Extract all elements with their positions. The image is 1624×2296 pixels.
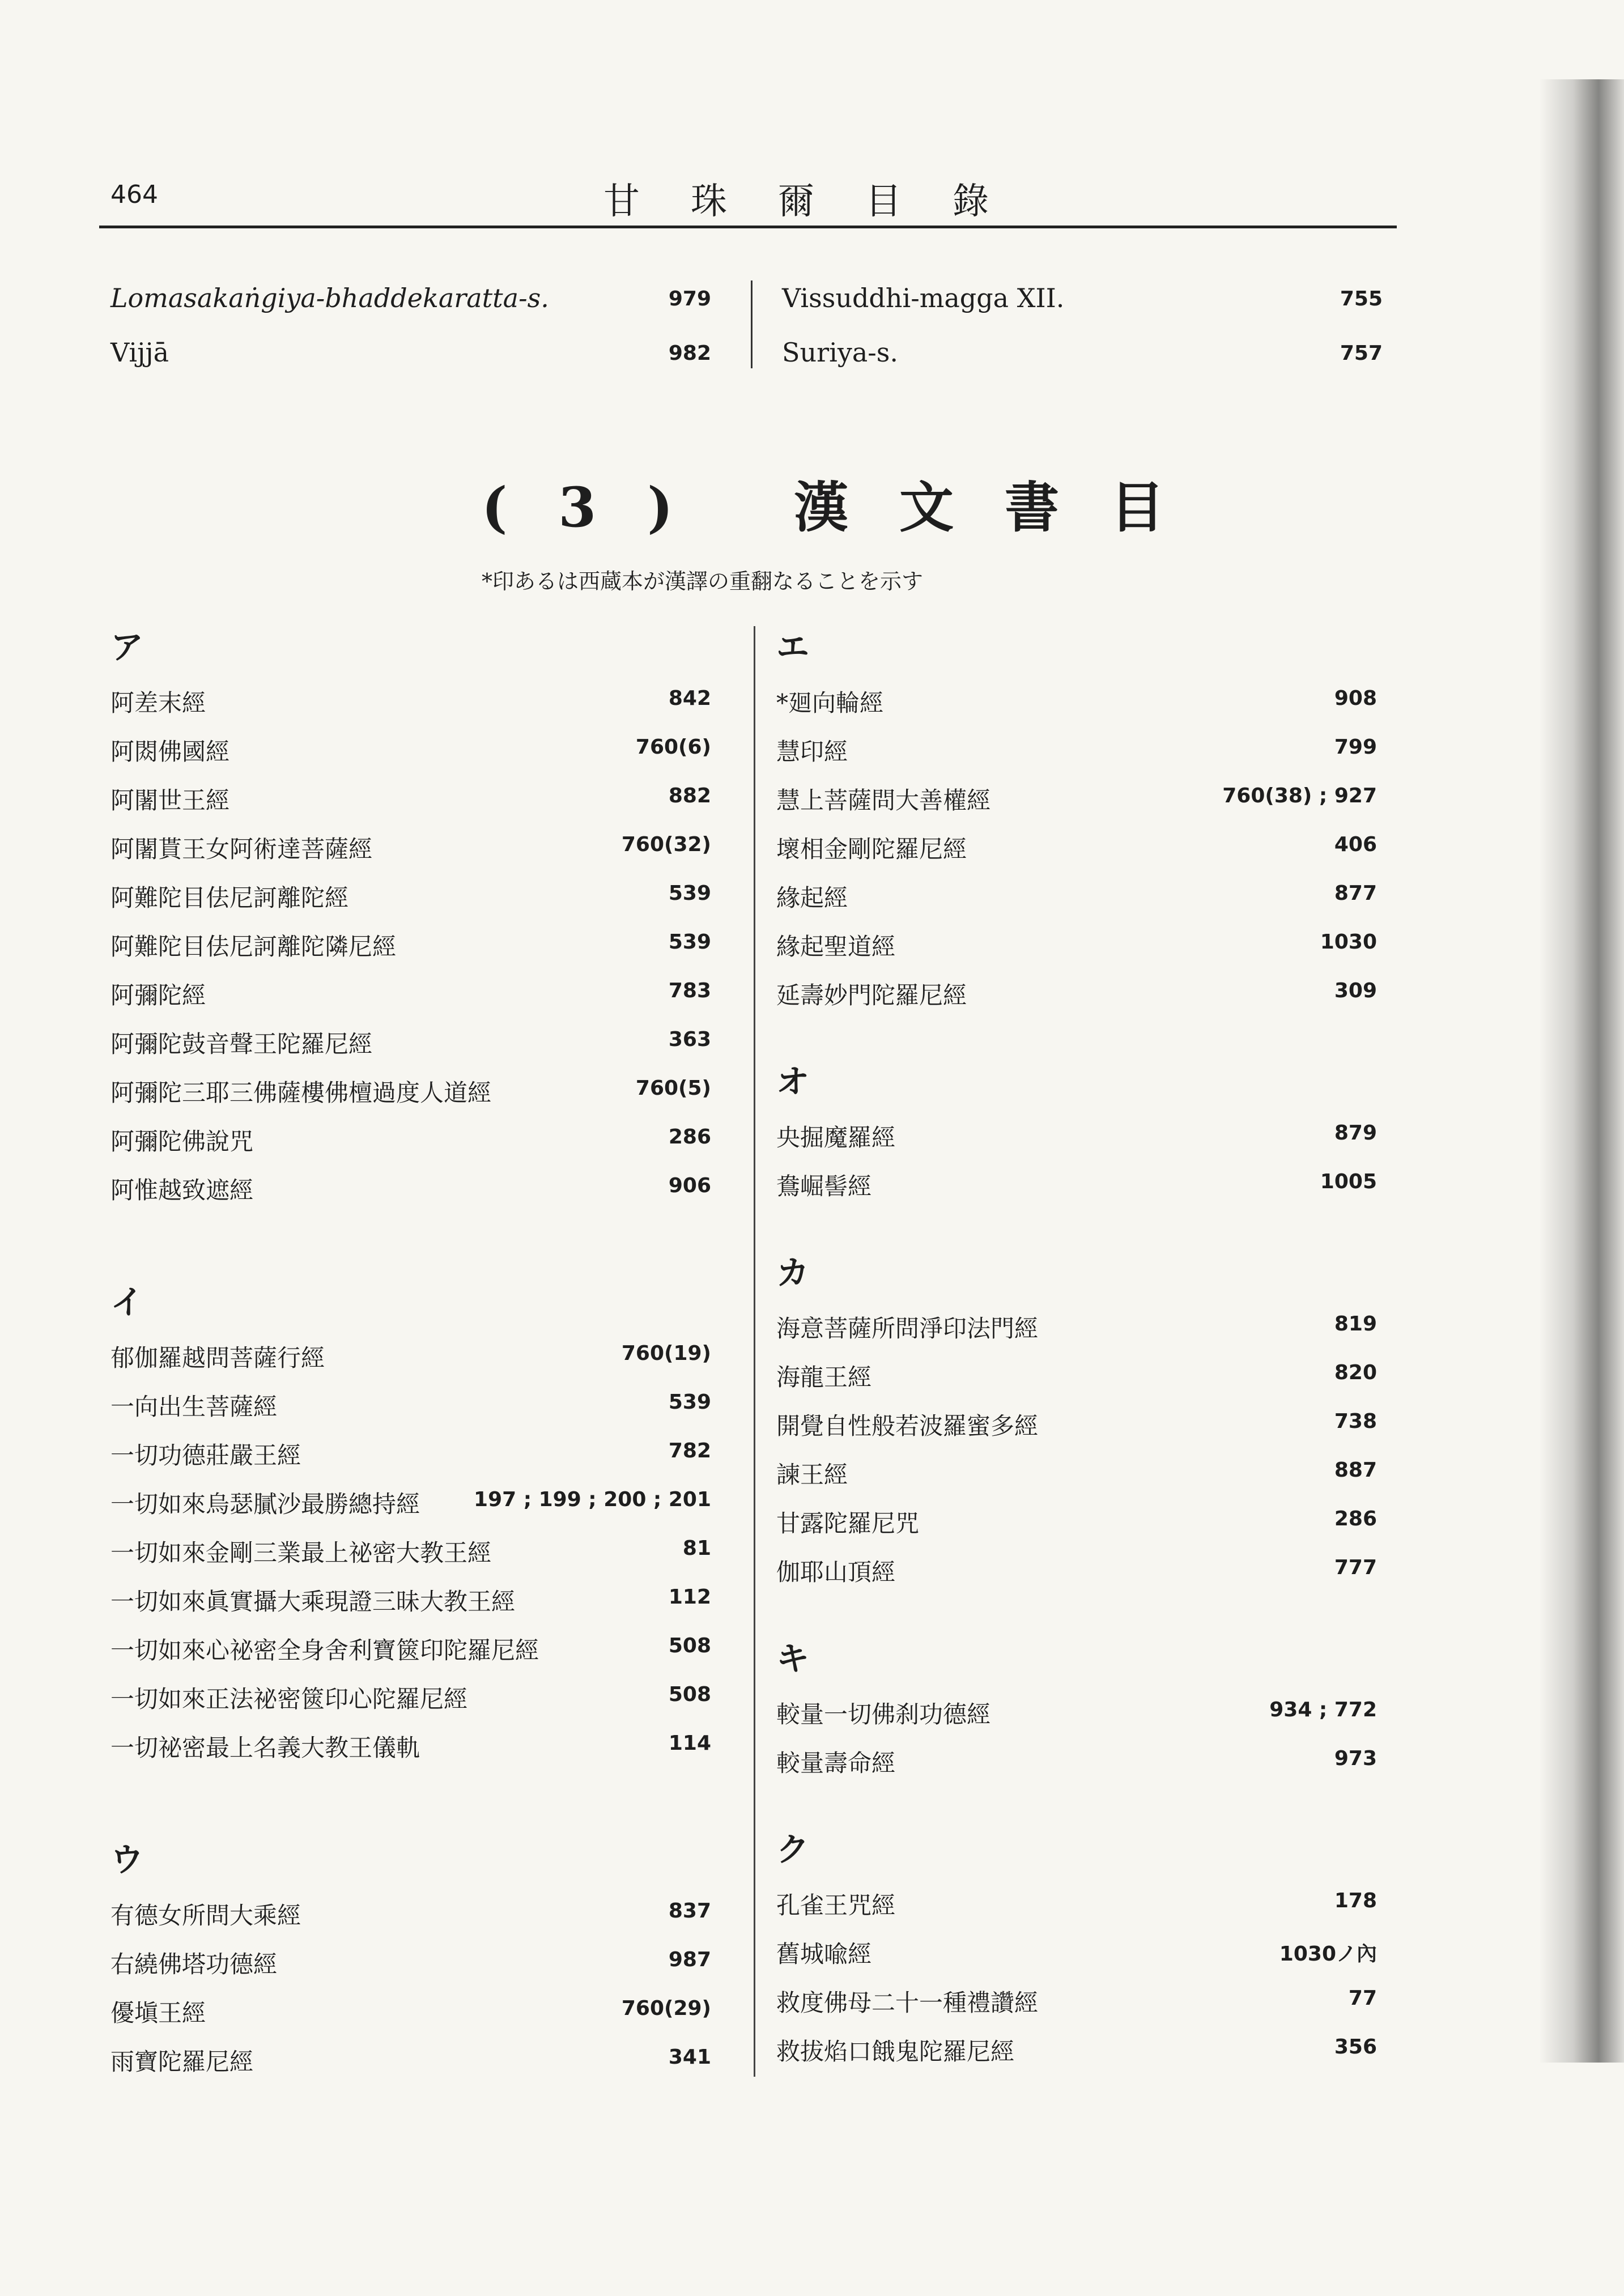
index-entry bbox=[110, 1984, 711, 2033]
entry-title: 孔雀王咒經 bbox=[776, 1891, 896, 1919]
entry-title: 雨寶陀羅尼經 bbox=[110, 2048, 254, 2076]
group-spacer bbox=[776, 1592, 1377, 1632]
index-entry bbox=[110, 1936, 711, 1984]
index-entry bbox=[776, 1686, 1377, 1734]
entry-title: 一切如來正法祕密篋印心陀羅尼經 bbox=[110, 1685, 468, 1713]
entry-number: 1005 bbox=[1320, 1170, 1377, 1193]
index-entry bbox=[110, 1476, 711, 1524]
index-entry bbox=[776, 1446, 1377, 1495]
entry-number: 356 bbox=[1334, 2035, 1377, 2059]
entry-title: 一切如來眞實攝大乘現證三昧大教王經 bbox=[110, 1588, 516, 1615]
left-column bbox=[110, 620, 711, 2082]
entry-number: 1030ノ內 bbox=[1279, 1942, 1377, 1966]
index-entry bbox=[110, 820, 711, 869]
index-entry bbox=[110, 2033, 711, 2082]
index-entry bbox=[776, 967, 1377, 1015]
group-spacer bbox=[776, 1206, 1377, 1246]
entry-number: 738 bbox=[1334, 1410, 1377, 1433]
entry-title: 郁伽羅越問菩薩行經 bbox=[110, 1344, 325, 1372]
entry-number: 879 bbox=[1334, 1121, 1377, 1145]
kana-heading: ク bbox=[776, 1830, 810, 1869]
entry-number: 777 bbox=[1334, 1556, 1377, 1579]
header-rule bbox=[99, 226, 1397, 228]
entry-title: 開覺自性般若波羅蜜多經 bbox=[776, 1412, 1039, 1440]
column-divider bbox=[754, 626, 755, 2077]
entry-number: 987 bbox=[668, 1948, 711, 1971]
entry-number: 760(5) bbox=[635, 1077, 711, 1100]
entry-number: 77 bbox=[1348, 1987, 1377, 2010]
index-entry bbox=[776, 1109, 1377, 1158]
group-spacer bbox=[110, 1210, 711, 1275]
entry-number: 760(38) ; 927 bbox=[1222, 784, 1377, 807]
kana-heading: ウ bbox=[110, 1840, 144, 1879]
entry-number: 973 bbox=[1334, 1747, 1377, 1770]
kana-heading: イ bbox=[110, 1283, 144, 1321]
entry-number: 908 bbox=[1334, 687, 1377, 710]
index-entry bbox=[110, 869, 711, 918]
kana-heading: キ bbox=[776, 1639, 810, 1678]
index-entry bbox=[776, 1495, 1377, 1544]
entry-title: 慧上菩薩問大善權經 bbox=[776, 786, 991, 814]
entry-title: 甘露陀羅尼咒 bbox=[776, 1510, 920, 1537]
entry-number: 178 bbox=[1334, 1889, 1377, 1912]
index-entry bbox=[776, 918, 1377, 967]
entry-title: 阿闍貰王女阿術達菩薩經 bbox=[110, 835, 373, 863]
index-entry bbox=[110, 1524, 711, 1573]
index-entry bbox=[776, 772, 1377, 820]
entry-title: Vijjā bbox=[110, 337, 169, 368]
entry-number: 783 bbox=[668, 979, 711, 1002]
entry-number: 755 bbox=[1340, 287, 1383, 311]
index-entry bbox=[110, 1329, 711, 1378]
right-column bbox=[776, 620, 1377, 2072]
kana-heading: カ bbox=[776, 1253, 810, 1292]
entry-title: 伽耶山頂經 bbox=[776, 1558, 896, 1586]
index-entry bbox=[776, 820, 1377, 869]
entry-title: 延壽妙門陀羅尼經 bbox=[776, 981, 967, 1009]
index-entry bbox=[776, 869, 1377, 918]
kana-heading: エ bbox=[776, 628, 810, 666]
entry-title: 一切如來心祕密全身舍利寶篋印陀羅尼經 bbox=[110, 1636, 539, 1664]
index-entry bbox=[776, 1925, 1377, 1974]
entry-title: 央掘魔羅經 bbox=[776, 1124, 896, 1151]
index-entry bbox=[776, 1158, 1377, 1206]
list-item bbox=[110, 275, 711, 329]
entry-number: 508 bbox=[668, 1634, 711, 1657]
entry-number: 406 bbox=[1334, 833, 1377, 856]
entry-number: 782 bbox=[668, 1439, 711, 1462]
column-divider bbox=[751, 280, 753, 368]
entry-title: 一切如來烏瑟膩沙最勝總持經 bbox=[110, 1490, 420, 1518]
entry-number: 877 bbox=[1334, 882, 1377, 905]
entry-title: 阿閦佛國經 bbox=[110, 738, 230, 766]
group-spacer bbox=[776, 1783, 1377, 1823]
group-spacer bbox=[776, 1015, 1377, 1055]
entry-title: 有德女所問大乘經 bbox=[110, 1902, 301, 1929]
index-entry bbox=[776, 2023, 1377, 2072]
index-entry bbox=[776, 1734, 1377, 1783]
entry-title: 阿彌陀佛說咒 bbox=[110, 1128, 254, 1155]
section-title: (3) 漢文書目 bbox=[482, 475, 1216, 539]
page-header bbox=[99, 170, 1402, 232]
entry-title: 海龍王經 bbox=[776, 1363, 872, 1391]
entry-number: 842 bbox=[668, 687, 711, 710]
entry-number: 286 bbox=[1334, 1507, 1377, 1530]
index-entry bbox=[110, 1670, 711, 1719]
kana-heading: ア bbox=[110, 628, 144, 666]
index-entry bbox=[776, 1877, 1377, 1925]
entry-title: 阿惟越致遮經 bbox=[110, 1176, 254, 1204]
index-entry bbox=[110, 1573, 711, 1622]
entry-number: 286 bbox=[668, 1125, 711, 1149]
entry-number: 112 bbox=[668, 1585, 711, 1609]
entry-title: 較量壽命經 bbox=[776, 1749, 896, 1777]
top-list-left bbox=[110, 275, 711, 384]
entry-number: 757 bbox=[1340, 342, 1383, 365]
entry-number: 363 bbox=[668, 1028, 711, 1051]
index-entry bbox=[110, 967, 711, 1015]
entry-title: 緣起聖道經 bbox=[776, 933, 896, 960]
index-entry bbox=[110, 918, 711, 967]
index-entry bbox=[776, 1300, 1377, 1349]
entry-title: 阿彌陀經 bbox=[110, 981, 206, 1009]
entry-title: 一切如來金剛三業最上祕密大教王經 bbox=[110, 1539, 492, 1567]
entry-number: 309 bbox=[1334, 979, 1377, 1002]
index-entry bbox=[776, 1397, 1377, 1446]
entry-title: 慧印經 bbox=[776, 738, 848, 766]
index-entry bbox=[110, 1162, 711, 1210]
index-entry bbox=[110, 1887, 711, 1936]
entry-title: *廻向輪經 bbox=[776, 689, 884, 717]
entry-title: 阿彌陀三耶三佛薩樓佛檀過度人道經 bbox=[110, 1079, 492, 1107]
entry-number: 341 bbox=[668, 2046, 711, 2069]
index-entry bbox=[776, 1544, 1377, 1592]
index-entry bbox=[110, 1427, 711, 1476]
entry-title: 舊城喩經 bbox=[776, 1940, 872, 1968]
index-entry bbox=[776, 1349, 1377, 1397]
entry-number: 1030 bbox=[1320, 930, 1377, 954]
index-entry bbox=[776, 723, 1377, 772]
entry-title: 阿闍世王經 bbox=[110, 786, 230, 814]
entry-title: 右繞佛塔功德經 bbox=[110, 1950, 278, 1978]
index-entry bbox=[110, 674, 711, 723]
kana-heading: オ bbox=[776, 1062, 810, 1101]
entry-number: 760(32) bbox=[621, 833, 711, 856]
entry-title: 較量一切佛刹功德經 bbox=[776, 1700, 991, 1728]
index-entry bbox=[110, 1719, 711, 1768]
entry-number: 982 bbox=[668, 342, 711, 365]
entry-title: 壞相金剛陀羅尼經 bbox=[776, 835, 967, 863]
entry-number: 819 bbox=[1334, 1312, 1377, 1336]
entry-number: 539 bbox=[668, 882, 711, 905]
entry-number: 906 bbox=[668, 1174, 711, 1197]
entry-number: 81 bbox=[682, 1537, 711, 1560]
index-entry bbox=[110, 723, 711, 772]
entry-title: 海意菩薩所問淨印法門經 bbox=[776, 1315, 1039, 1342]
entry-title: Suriya-s. bbox=[782, 337, 899, 368]
index-entry bbox=[110, 1378, 711, 1427]
entry-number: 882 bbox=[668, 784, 711, 807]
index-entry bbox=[776, 1974, 1377, 2023]
entry-number: 887 bbox=[1334, 1459, 1377, 1482]
page-number: 464 bbox=[110, 180, 158, 209]
entry-title: 一切功德莊嚴王經 bbox=[110, 1442, 301, 1469]
entry-title: Vissuddhi-magga XII. bbox=[782, 283, 1065, 313]
entry-number: 508 bbox=[668, 1683, 711, 1706]
entry-number: 760(19) bbox=[621, 1342, 711, 1365]
entry-number: 539 bbox=[668, 930, 711, 954]
entry-title: 阿難陀目佉尼訶離陀經 bbox=[110, 884, 349, 912]
entry-title: 阿難陀目佉尼訶離陀隣尼經 bbox=[110, 933, 397, 960]
entry-title: 阿彌陀鼓音聲王陀羅尼經 bbox=[110, 1030, 373, 1058]
entry-title: 優塡王經 bbox=[110, 1999, 206, 2027]
entry-title: 諫王經 bbox=[776, 1461, 848, 1489]
entry-number: 820 bbox=[1334, 1361, 1377, 1384]
list-item bbox=[782, 329, 1383, 384]
index-entry bbox=[110, 1113, 711, 1162]
entry-title: 鴦崛髻經 bbox=[776, 1172, 872, 1200]
entry-title: 一切祕密最上名義大教王儀軌 bbox=[110, 1734, 420, 1762]
entry-number: 934 ; 772 bbox=[1269, 1698, 1377, 1721]
entry-number: 114 bbox=[668, 1732, 711, 1755]
group-spacer bbox=[110, 1768, 711, 1833]
top-list-right bbox=[782, 275, 1383, 384]
section-note: *印あるは西蔵本が漢譯の重翻なることを示す bbox=[482, 569, 924, 594]
entry-number: 760(6) bbox=[635, 735, 711, 759]
entry-number: 979 bbox=[668, 287, 711, 311]
entry-number: 799 bbox=[1334, 735, 1377, 759]
entry-number: 760(29) bbox=[621, 1997, 711, 2020]
index-entry bbox=[110, 1064, 711, 1113]
entry-title: 緣起經 bbox=[776, 884, 848, 912]
index-entry bbox=[110, 1622, 711, 1670]
entry-title: Lomasakaṅgiya-bhaddekaratta-s. bbox=[110, 283, 549, 313]
index-entry bbox=[776, 674, 1377, 723]
index-entry bbox=[110, 772, 711, 820]
entry-number: 539 bbox=[668, 1391, 711, 1414]
entry-title: 阿差末經 bbox=[110, 689, 206, 717]
entry-number: 197 ; 199 ; 200 ; 201 bbox=[474, 1488, 711, 1511]
entry-number: 837 bbox=[668, 1899, 711, 1923]
index-entry bbox=[110, 1015, 711, 1064]
list-item bbox=[110, 329, 711, 384]
entry-title: 一向出生菩薩經 bbox=[110, 1393, 278, 1421]
list-item bbox=[782, 275, 1383, 329]
entry-title: 救拔焰口餓鬼陀羅尼經 bbox=[776, 2038, 1015, 2065]
scan-edge-shadow bbox=[1539, 79, 1624, 2063]
entry-title: 救度佛母二十一種禮讚經 bbox=[776, 1989, 1039, 2017]
running-title: 甘珠爾目錄 bbox=[603, 181, 1040, 223]
